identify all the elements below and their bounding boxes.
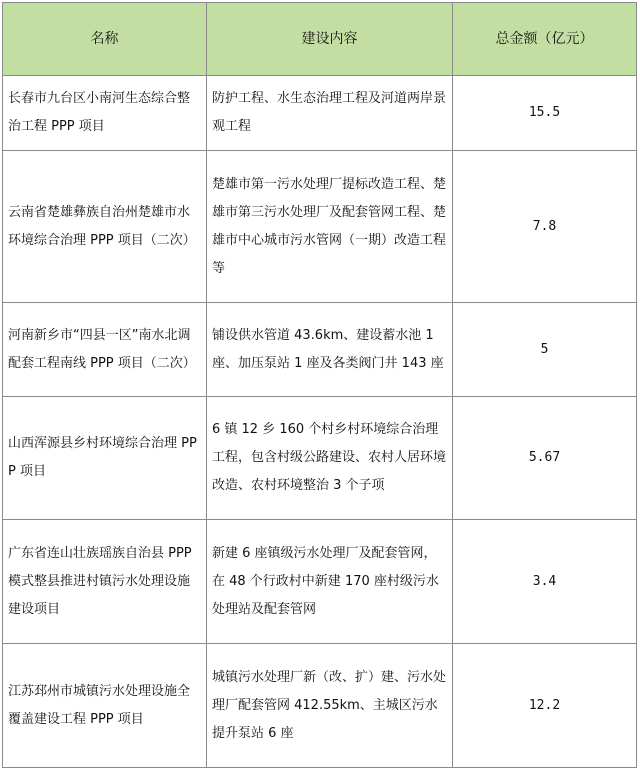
table-row [3,303,637,397]
project-amount: 12.2 [453,644,637,768]
header-name: 名称 [3,3,207,76]
header-content: 建设内容 [207,3,453,76]
project-amount: 3.4 [453,520,637,644]
project-content: 6 镇 12 乡 160 个村乡村环境综合治理工程，包含村级公路建设、农村人居环境改造、农村环境整治 3 个子项 [207,397,453,520]
project-content: 楚雄市第一污水处理厂提标改造工程、楚雄市第三污水处理厂及配套管网工程、楚雄市中心城市污水管网（一期）改造工程等 [207,151,453,303]
table-row [3,397,637,520]
project-amount: 15.5 [453,76,637,151]
table-row [3,520,637,644]
project-content: 新建 6 座镇级污水处理厂及配套管网，在 48 个行政村中新建 170 座村级污水处理站及配套管网 [207,520,453,644]
table-row [3,151,637,303]
project-content: 铺设供水管道 43.6km、建设蓄水池 1 座、加压泵站 1 座及各类阀门井 143 座 [207,303,453,397]
table-row [3,76,637,151]
ppp-projects-table [2,2,637,768]
project-amount: 5.67 [453,397,637,520]
project-name: 广东省连山壮族瑶族自治县 PPP 模式整县推进村镇污水处理设施建设项目 [3,520,207,644]
project-content: 防护工程、水生态治理工程及河道两岸景观工程 [207,76,453,151]
table-header-row [3,3,637,76]
project-content: 城镇污水处理厂新（改、扩）建、污水处理厂配套管网 412.55km、主城区污水提升泵站 6 座 [207,644,453,768]
project-amount: 7.8 [453,151,637,303]
project-name: 云南省楚雄彝族自治州楚雄市水环境综合治理 PPP 项目（二次） [3,151,207,303]
header-amount: 总金额（亿元） [453,3,637,76]
project-name: 长春市九台区小南河生态综合整治工程 PPP 项目 [3,76,207,151]
project-name: 河南新乡市“四县一区”南水北调配套工程南线 PPP 项目（二次） [3,303,207,397]
table-row [3,644,637,768]
project-name: 江苏邳州市城镇污水处理设施全覆盖建设工程 PPP 项目 [3,644,207,768]
project-name: 山西浑源县乡村环境综合治理 PPP 项目 [3,397,207,520]
project-amount: 5 [453,303,637,397]
